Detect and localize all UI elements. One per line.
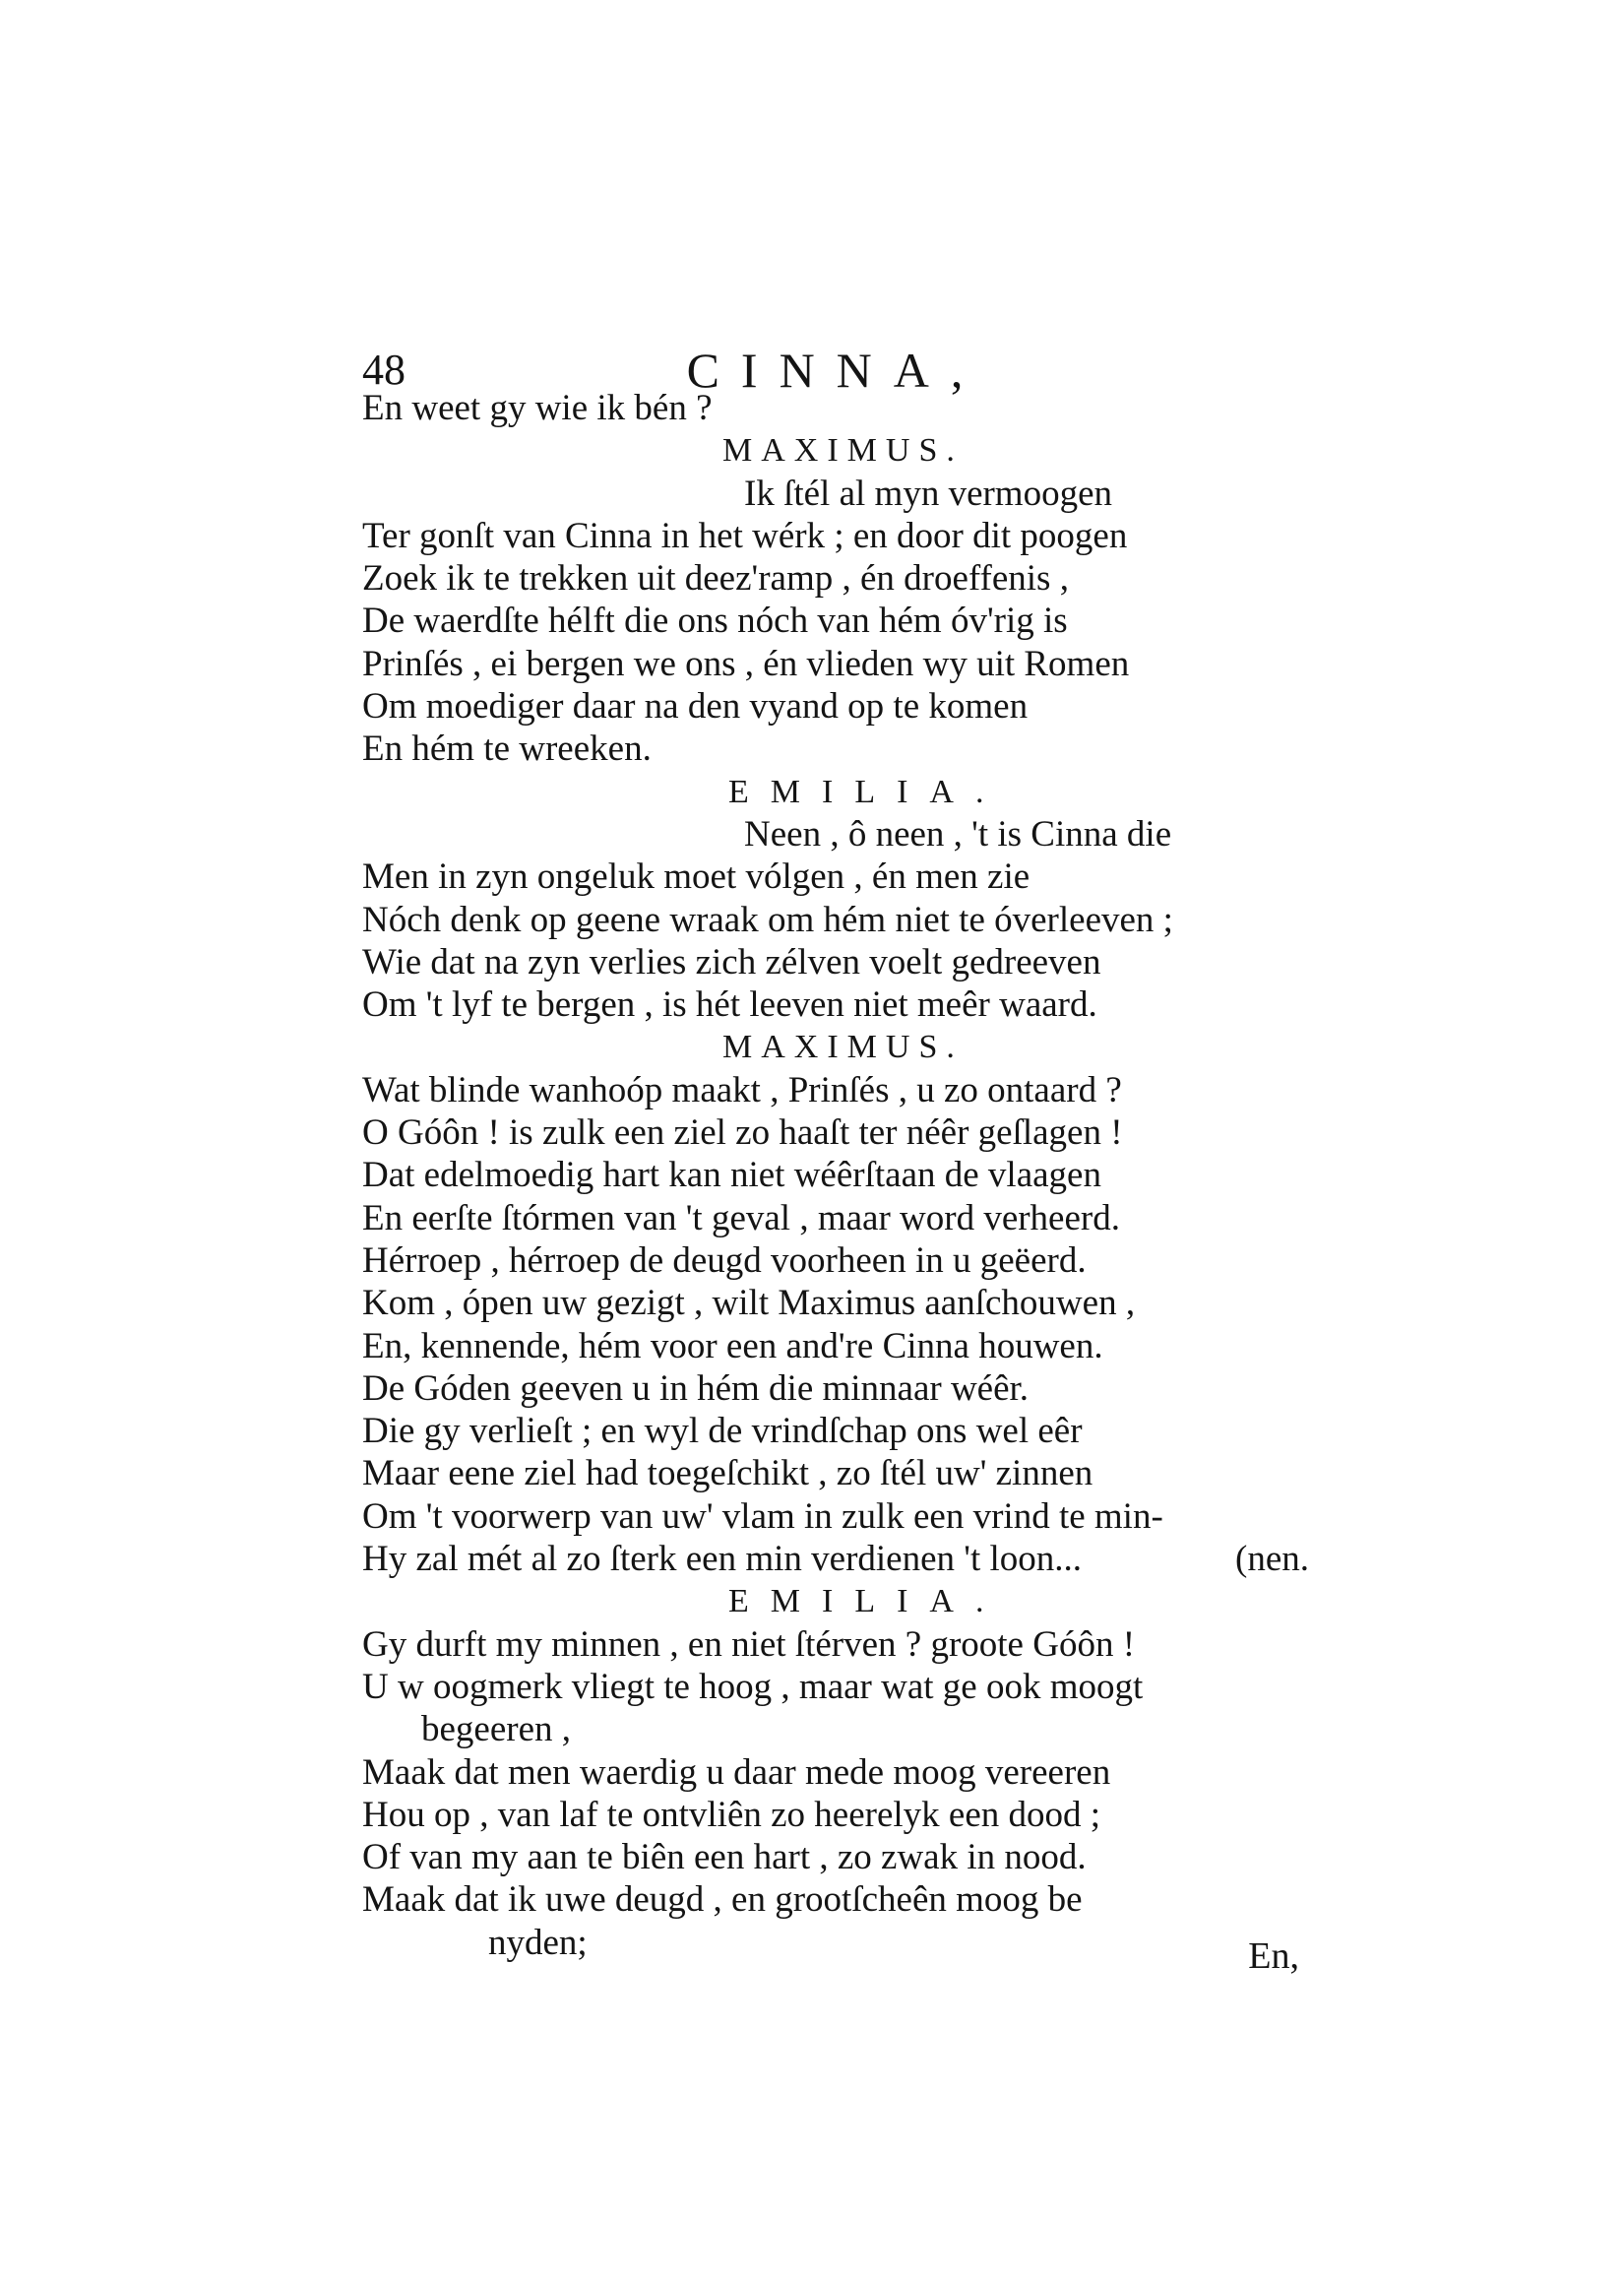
verse-line: De Góden geeven u in hém die minnaar wéêr. [362,1367,1030,1409]
verse-line: De waerdſte hélft die ons nóch van hém óv'rig is [362,601,1068,642]
verse-line: Maak dat ik uwe deugd , en grootſcheên moog be [362,1879,1083,1921]
verse-line: Nóch denk op geene wraak om hém niet te óverleeven ; [362,899,1173,940]
verse-line: Om moediger daar na den vyand op te komen [362,686,1029,728]
speaker-name: EMILIA. [728,1583,1006,1620]
verse-line: Wie dat na zyn verlies zich zélven voelt gedreeven [362,941,1101,982]
verse-line: Men in zyn ongeluk moet vólgen , én men zie [362,856,1031,898]
verse-line-continuation: begeeren , [421,1709,572,1750]
verse-line: Of van my aan te biên een hart , zo zwak in nood. [362,1837,1087,1878]
speaker-name: EMILIA. [728,773,1006,810]
verse-line: En, kennende, hém voor een and're Cinna houwen. [362,1325,1103,1366]
verse-line: Hérroep , hérroep de deugd voorheen in u geëerd. [362,1239,1087,1281]
verse-line: Hy zal mét al zo ſterk een min verdienen 't loon... [362,1539,1083,1580]
verse-line-continuation: nyden; [488,1922,588,1963]
verse-line: En weet gy wie ik bén ? [362,388,713,428]
play-text [362,387,1309,1964]
verse-line: Hou op , van laf te ontvliên zo heerelyk een dood ; [362,1794,1101,1835]
speaker-name: MAXIMUS. [722,1029,964,1066]
verse-line: Om 't voorwerp van uw' vlam in zulk een vrind te min- [362,1495,1163,1537]
verse-line: En eerſte ſtórmen van 't geval , maar word verheerd. [362,1197,1120,1238]
verse-line-with-turnover [362,1538,1309,1580]
catchword: En, [1248,1935,1299,1977]
page-number: 48 [362,346,406,394]
verse-line: Maar eene ziel had toegeſchikt , zo ſtél uw' zinnen [362,1453,1093,1494]
verse-line: Die gy verlieſt ; en wyl de vrindſchap ons wel eêr [362,1411,1083,1452]
verse-line: Neen , ô neen , 't is Cinna die [744,813,1172,855]
verse-line: Maak dat men waerdig u daar mede moog vereeren [362,1751,1111,1793]
verse-line: Prinſés , ei bergen we ons , én vlieden wy uit Romen [362,643,1130,684]
verse-line: O Góôn ! is zulk een ziel zo haaſt ter néêr geſlagen ! [362,1112,1123,1154]
verse-line: Gy durft my minnen , en niet ſtérven ? groote Góôn ! [362,1623,1136,1665]
verse-line: Ik ſtél al myn vermoogen [744,473,1113,514]
verse-line: Kom , ópen uw gezigt , wilt Maximus aanſchouwen , [362,1283,1136,1324]
speaker-name: MAXIMUS. [722,432,964,470]
verse-line: Om 't lyf te bergen , is hét leeven niet meêr waard. [362,984,1097,1026]
verse-line: Wat blinde wanhoóp maakt , Prinſés , u zo ontaard ? [362,1069,1122,1110]
verse-line: U w oogmerk vliegt te hoog , maar wat ge ook moogt [362,1666,1144,1707]
turnover-fragment: (nen. [1235,1539,1309,1580]
verse-line: Ter gonſt van Cinna in het wérk ; en door dit poogen [362,515,1128,556]
verse-line: Dat edelmoedig hart kan niet wéêrſtaan de vlaagen [362,1155,1101,1196]
verse-line: En hém te wreeken. [362,729,652,770]
verse-line: Zoek ik te trekken uit deez'ramp , én droeffenis , [362,558,1069,600]
running-title: CINNA, [686,343,985,398]
